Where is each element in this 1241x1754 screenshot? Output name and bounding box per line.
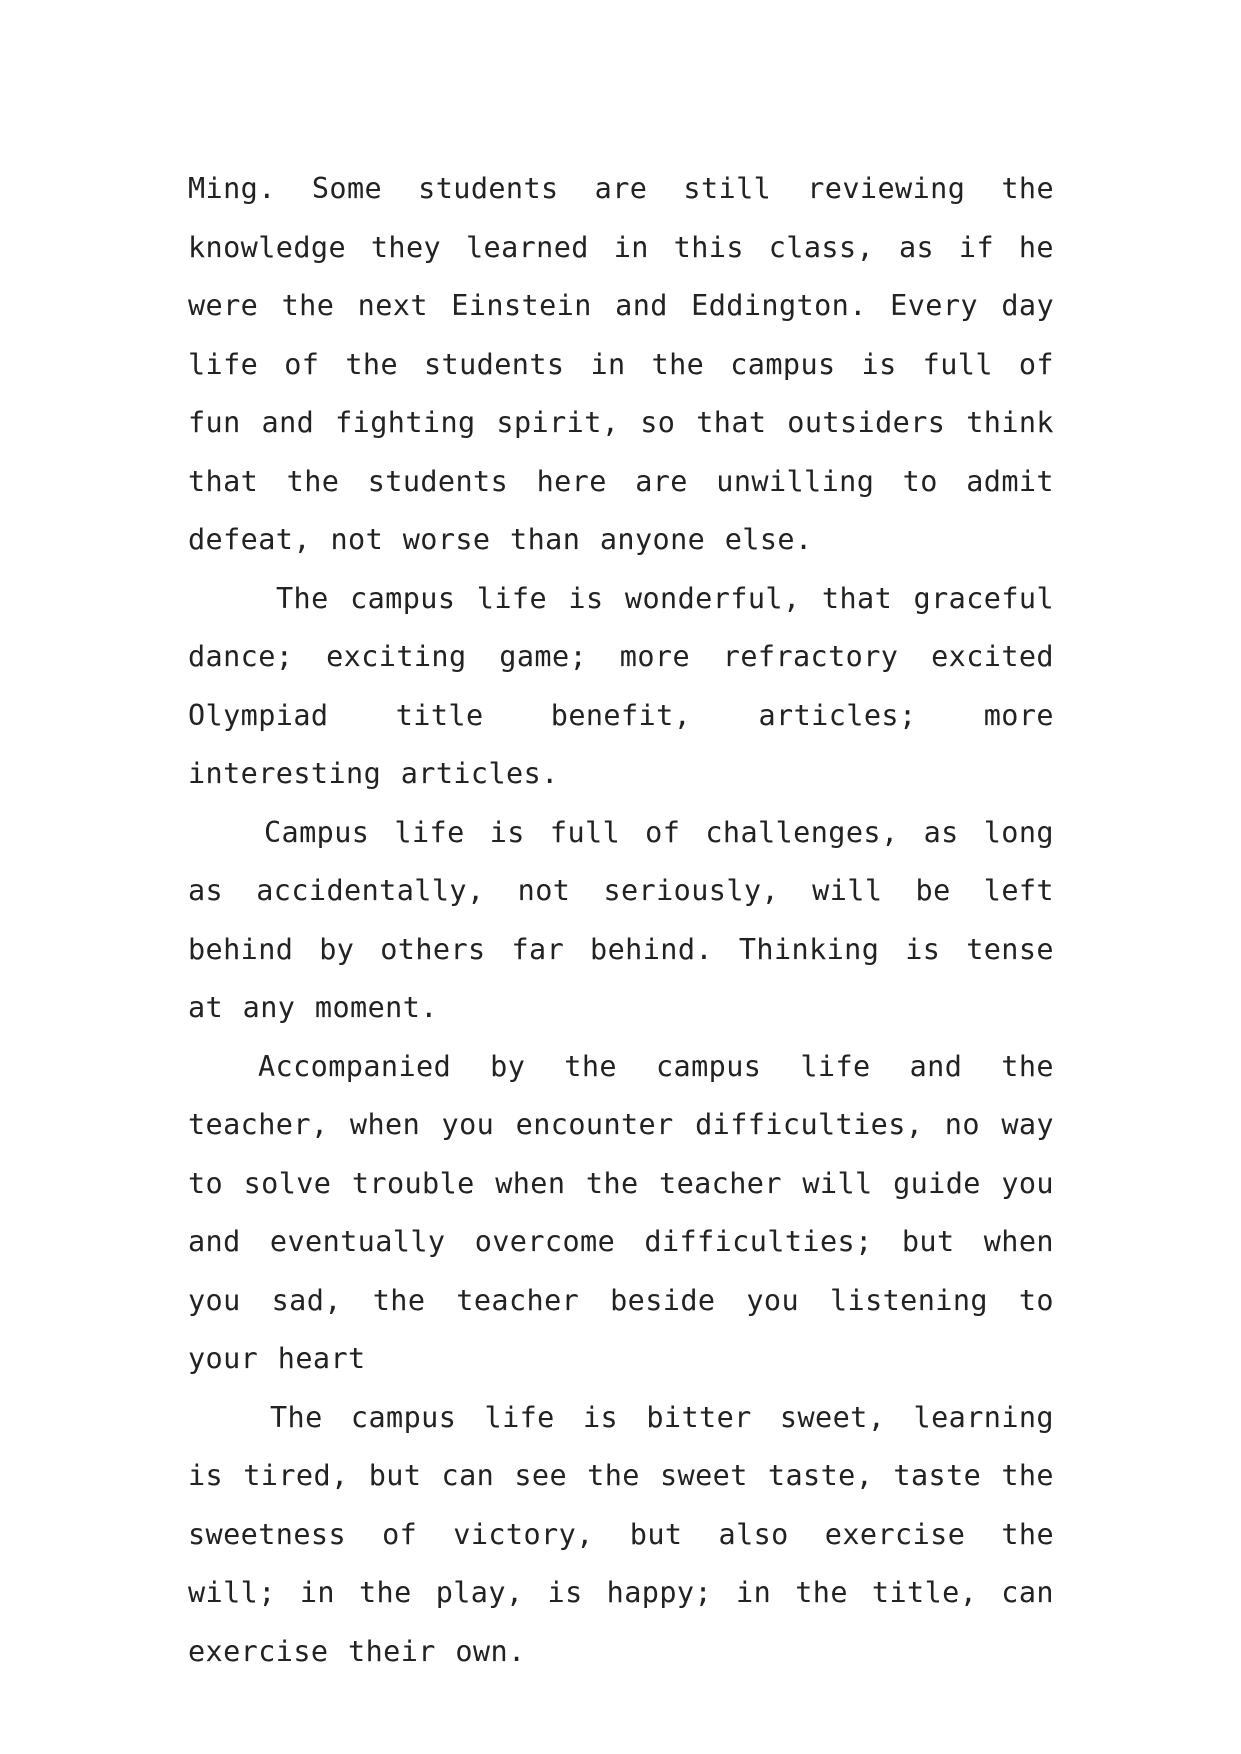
paragraph-3: Campus life is full of challenges, as long as accidentally, not seriously, will be left behind by others far behind. Thinking is tense at any moment. — [188, 815, 1054, 1024]
document-page — [188, 160, 1054, 1681]
paragraph-1: Ming. Some students are still reviewing the knowledge they learned in this class, as if he were the next Einstein and Eddington. Every day life of the students in the campus is full of fun and fighting spirit, so that outsiders think that the students here are unwilling to admit defeat, not worse than anyone else. — [188, 172, 1054, 556]
paragraph-5: The campus life is bitter sweet, learning is tired, but can see the sweet taste, taste the sweetness of victory, but also exercise the will; in the play, is happy; in the title, can exercise their own. — [188, 1400, 1054, 1668]
paragraph-4: Accompanied by the campus life and the teacher, when you encounter difficulties, no way to solve trouble when the teacher will guide you and eventually overcome difficulties; but when you sad, the teacher beside you listening to your heart — [188, 1049, 1054, 1375]
paragraph-2: The campus life is wonderful, that graceful dance; exciting game; more refractory excited Olympiad title benefit, articles; more interesting articles. — [188, 581, 1054, 790]
